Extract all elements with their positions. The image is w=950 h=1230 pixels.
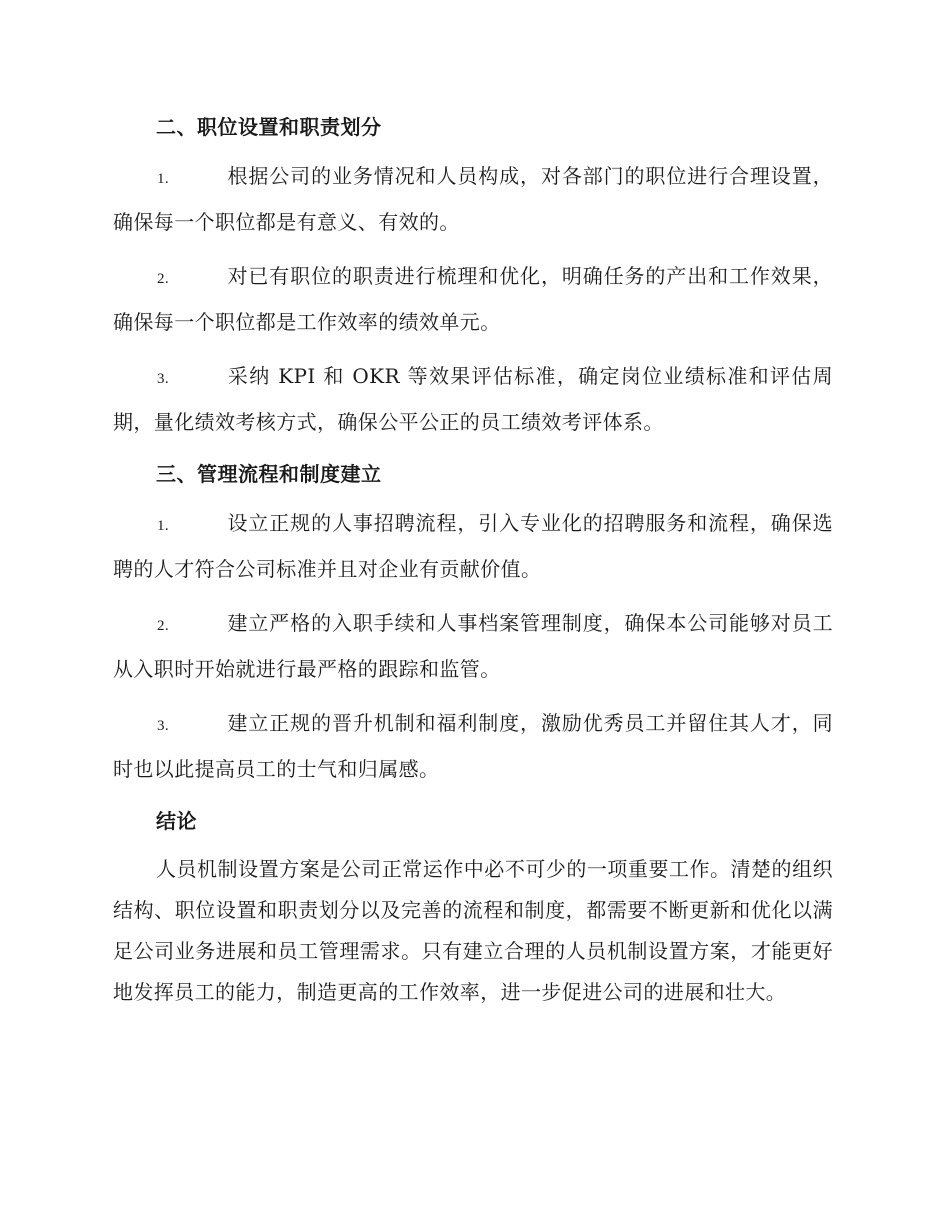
list-item bbox=[113, 602, 833, 691]
section-heading-process: 三、管理流程和制度建立 bbox=[156, 462, 382, 486]
list-item bbox=[113, 155, 833, 244]
list-text: 对已有职位的职责进行梳理和优化，明确任务的产出和工作效果，确保每一个职位都是工作效率的绩效单元。 bbox=[113, 264, 833, 334]
list-number: 3. bbox=[157, 371, 170, 387]
list-text: 采纳 KPI 和 OKR 等效果评估标准，确定岗位业绩标准和评估周期，量化绩效考核方式，确保公平公正的员工绩效考评体系。 bbox=[113, 364, 833, 434]
list-item bbox=[113, 702, 833, 791]
list-number: 2. bbox=[157, 271, 170, 287]
list-number: 1. bbox=[157, 171, 170, 187]
list-number: 1. bbox=[157, 518, 170, 534]
section-heading-positions: 二、职位设置和职责划分 bbox=[156, 115, 382, 139]
list-number: 3. bbox=[157, 718, 170, 734]
list-text: 设立正规的人事招聘流程，引入专业化的招聘服务和流程，确保选聘的人才符合公司标准并且对企业有贡献价值。 bbox=[113, 511, 833, 581]
list-number: 2. bbox=[157, 618, 170, 634]
list-item bbox=[113, 355, 833, 444]
conclusion-paragraph: 人员机制设置方案是公司正常运作中必不可少的一项重要工作。清楚的组织结构、职位设置和职责划分以及完善的流程和制度，都需要不断更新和优化以满足公司业务进展和员工管理需求。只有建立合理的人员机制设置方案，才能更好地发挥员工的能力，制造更高的工作效率，进一步促进公司的进展和壮大。 bbox=[113, 857, 833, 1004]
list-item bbox=[113, 255, 833, 344]
list-text: 建立正规的晋升机制和福利制度，激励优秀员工并留住其人才，同时也以此提高员工的士气和归属感。 bbox=[113, 711, 833, 781]
list-item bbox=[113, 502, 833, 591]
document-body bbox=[113, 108, 833, 1013]
list-text: 根据公司的业务情况和人员构成，对各部门的职位进行合理设置，确保每一个职位都是有意义、有效的。 bbox=[113, 164, 833, 234]
conclusion-heading: 结论 bbox=[156, 809, 197, 833]
list-text: 建立严格的入职手续和人事档案管理制度，确保本公司能够对员工从入职时开始就进行最严格的跟踪和监管。 bbox=[113, 611, 833, 681]
